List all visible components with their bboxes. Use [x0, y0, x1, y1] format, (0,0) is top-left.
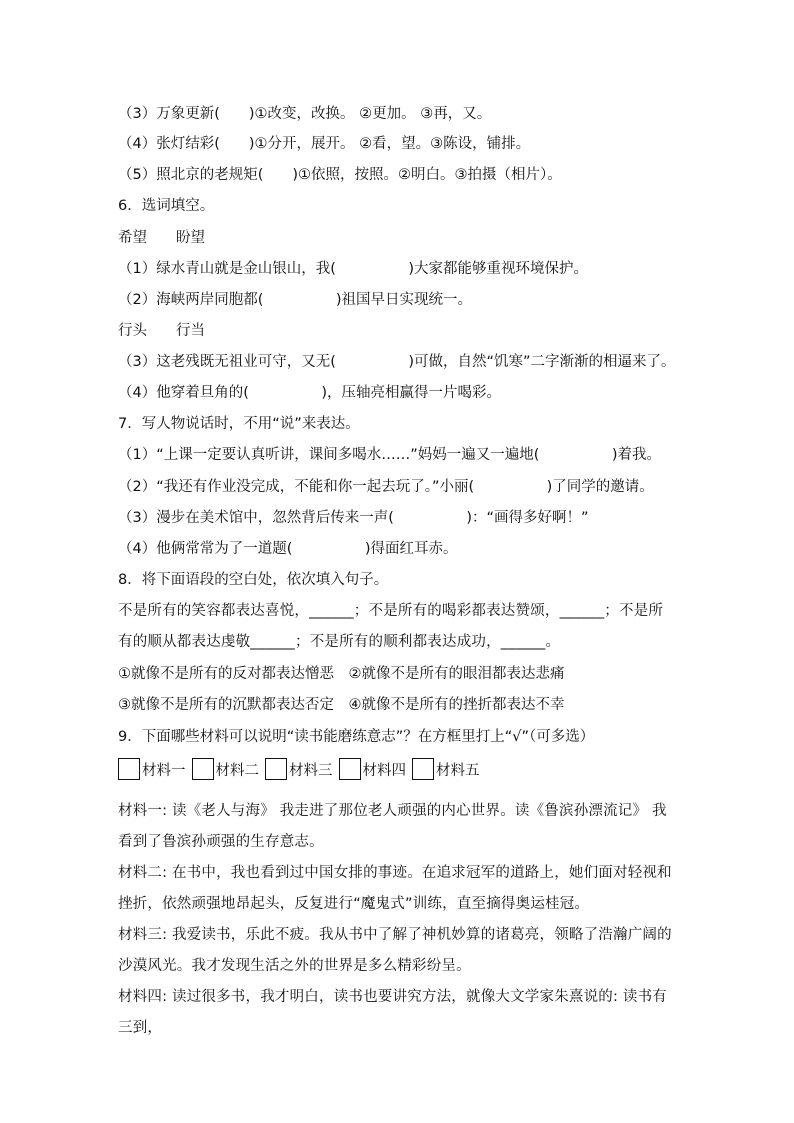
checkbox-label: 材料四: [362, 763, 406, 779]
checkbox-material-1[interactable]: [118, 758, 190, 780]
q5-item-3: （3）万象更新( )①改变，改换。 ②更加。 ③再，又。: [118, 106, 492, 122]
q7-title: 7．写人物说话时，不用“说”来表达。: [118, 416, 360, 432]
checkbox-label: 材料二: [215, 763, 259, 779]
checkbox-square[interactable]: [265, 758, 287, 780]
checkbox-label: 材料五: [436, 763, 480, 779]
material-3: 材料三: 我爱读书，乐此不疲。我从书中了解了神机妙算的诸葛亮，领略了浩瀚广阔的沙漠风光。我才发现生活之外的世界是多么精彩纷呈。: [118, 927, 672, 974]
q6-item-3: （3）这老残既无祖业可守，又无( )可做，自然“饥寒”二字渐渐的相逼来了。: [118, 354, 676, 370]
q6-item-1: （1）绿水青山就是金山银山，我( )大家都能够重视环境保护。: [118, 261, 589, 277]
checkbox-label: 材料三: [289, 763, 333, 779]
q8-title: 8．将下面语段的空白处，依次填入句子。: [118, 572, 389, 588]
q8-options-row-2: ③就像不是所有的沉默都表达否定 ④就像不是所有的挫折都表达不幸: [118, 697, 565, 713]
checkbox-square[interactable]: [192, 758, 214, 780]
checkbox-square[interactable]: [412, 758, 434, 780]
checkbox-label: 材料一: [142, 763, 186, 779]
q6-word-group-1: 希望 盼望: [118, 230, 205, 246]
q5-item-5: （5）照北京的老规矩( )①依照，按照。②明白。③拍摄（相片）。: [118, 167, 562, 183]
q6-title: 6．选词填空。: [118, 198, 215, 214]
q6-item-2: （2）海峡两岸同胞都( )祖国早日实现统一。: [118, 292, 473, 308]
checkbox-material-5[interactable]: [412, 758, 484, 780]
q6-item-4: （4）他穿着旦角的( )，压轴亮相赢得一片喝彩。: [118, 385, 502, 401]
q7-item-2: （2）“我还有作业没完成，不能和你一起去玩了。”小丽( )了同学的邀请。: [118, 479, 654, 495]
checkbox-square[interactable]: [339, 758, 361, 780]
q6-word-group-2: 行头 行当: [118, 323, 205, 339]
checkbox-material-2[interactable]: [192, 758, 264, 780]
q9-title: 9．下面哪些材料可以说明“读书能磨练意志”？在方框里打上“√”（可多选）: [118, 729, 595, 745]
q7-item-1: （1）“上课一定要认真听讲，课间多喝水……”妈妈一遍又一遍地( )着我。: [118, 447, 662, 463]
q8-passage: 不是所有的笑容都表达喜悦，______；不是所有的喝彩都表达赞颂，______；不是所有的顺从都表达虔敬______；不是所有的顺利都表达成功，______。: [118, 603, 664, 650]
material-4: 材料四: 读过很多书，我才明白，读书也要讲究方法，就像大文学家朱熹说的: 读书有三到，: [118, 989, 667, 1036]
checkbox-material-3[interactable]: [265, 758, 337, 780]
q9-checkbox-row: [118, 758, 486, 780]
checkbox-square[interactable]: [118, 758, 140, 780]
q7-item-3: （3）漫步在美术馆中，忽然背后传来一声( )：“画得多好啊！”: [118, 510, 589, 526]
material-1: 材料一: 读《老人与海》 我走进了那位老人顽强的内心世界。读《鲁滨孙漂流记》 我看到了鲁滨孙顽强的生存意志。: [118, 803, 667, 850]
q5-item-4: （4）张灯结彩( )①分开，展开。 ②看，望。③陈设，铺排。: [118, 136, 531, 152]
q7-item-4: （4）他俩常常为了一道题( )得面红耳赤。: [118, 541, 458, 557]
checkbox-material-4[interactable]: [339, 758, 411, 780]
material-2: 材料二: 在书中，我也看到过中国女排的事迹。在追求冠军的道路上，她们面对轻视和挫折，依然顽强地昂起头，反复进行“魔鬼式”训练，直至摘得奥运桂冠。: [118, 865, 672, 912]
q8-options-row-1: ①就像不是所有的反对都表达憎恶 ②就像不是所有的眼泪都表达悲痛: [118, 666, 565, 682]
